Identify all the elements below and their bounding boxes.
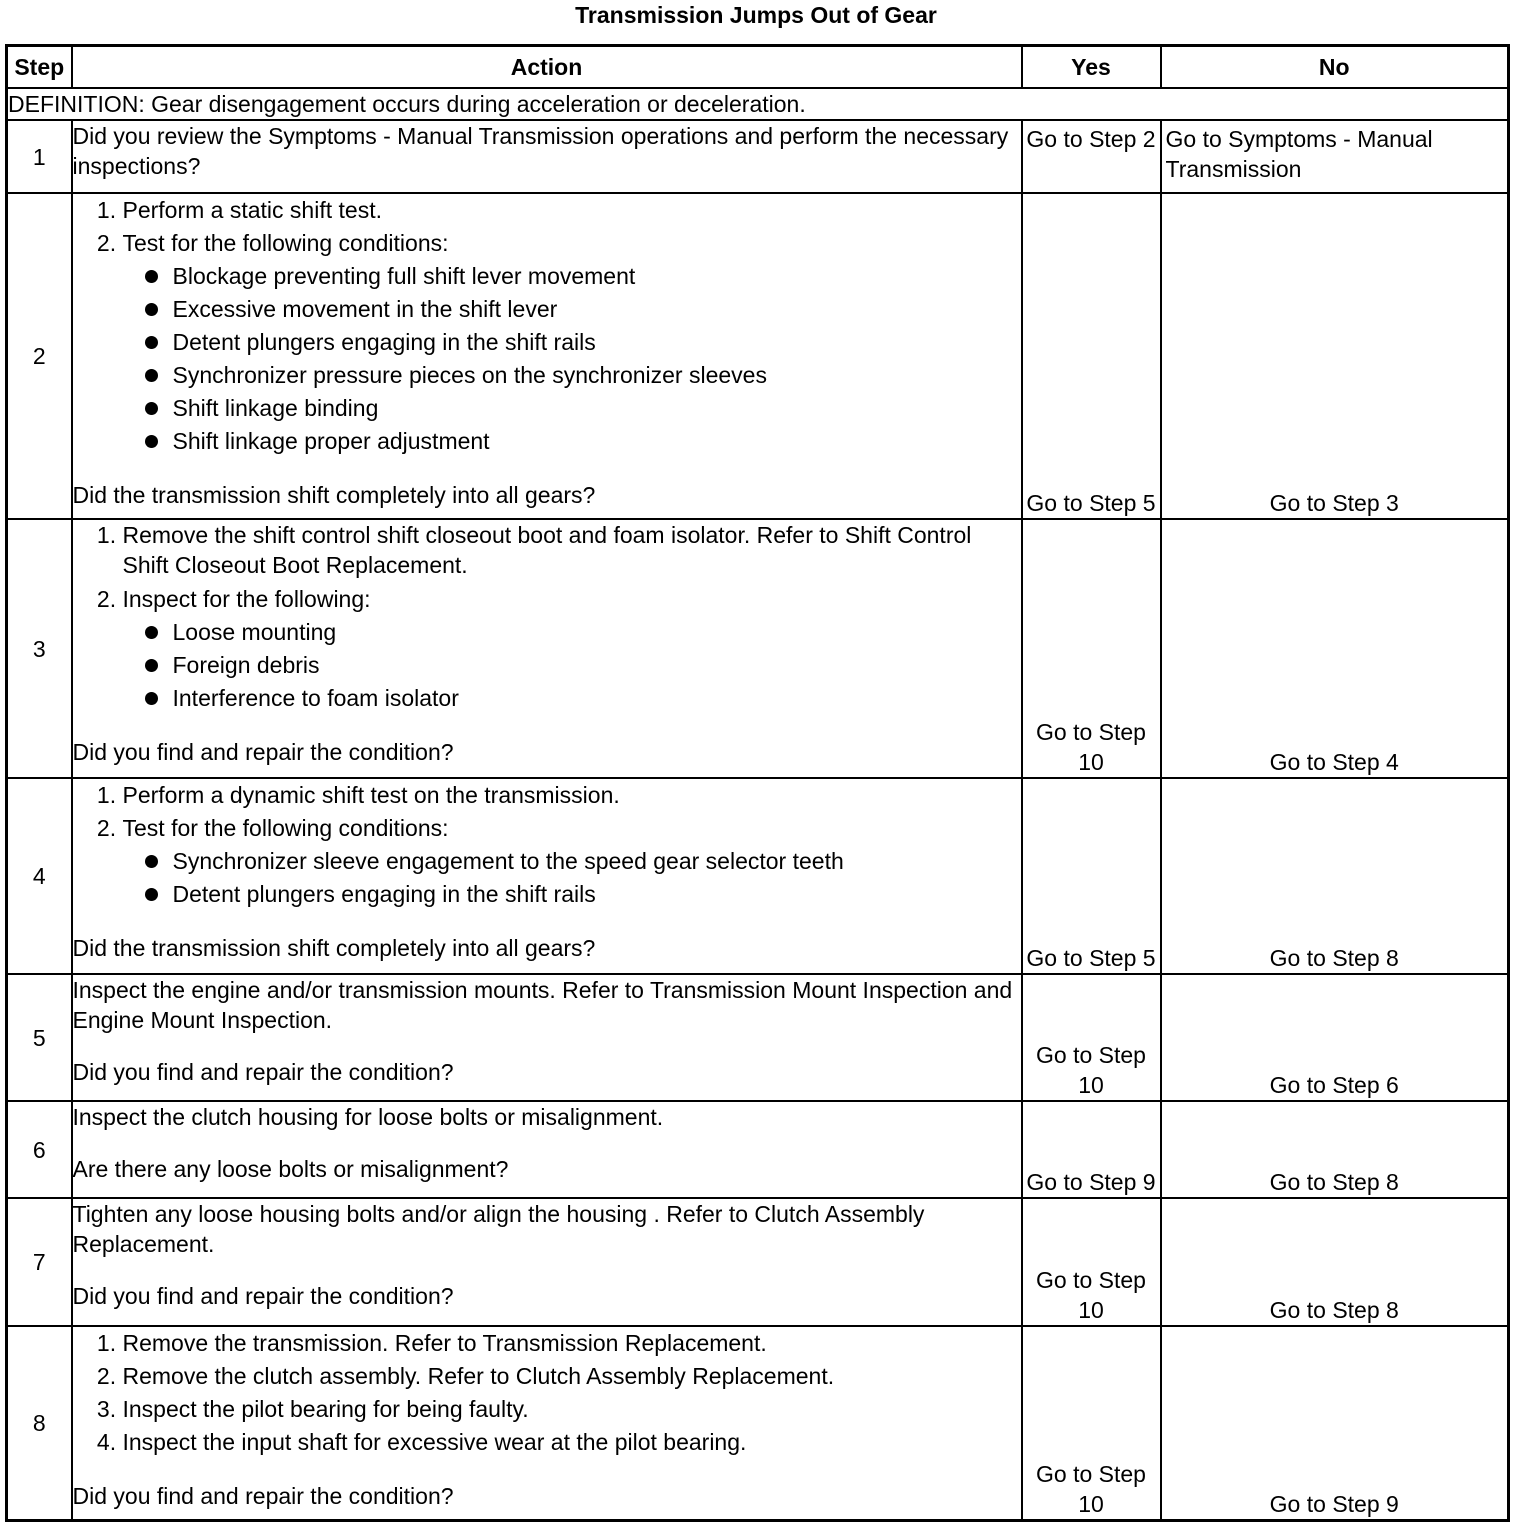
condition-item: Foreign debris	[173, 649, 1021, 682]
action-step-text: Test for the following conditions:	[122, 230, 449, 256]
action-steps	[73, 1327, 1021, 1459]
condition-item: Synchronizer pressure pieces on the synchronizer sleeves	[173, 359, 1021, 392]
action-question: Did you find and repair the condition?	[72, 1483, 454, 1509]
yes-cell: Go to Step 10	[1022, 1326, 1161, 1520]
no-cell: Go to Step 3	[1161, 193, 1509, 519]
yes-cell: Go to Step 2	[1022, 120, 1161, 193]
action-question: Did you find and repair the condition?	[72, 1059, 454, 1085]
action-text: Did you review the Symptoms - Manual Transmission operations and perform the necessary inspections?	[72, 123, 1009, 179]
action-step: 1. Perform a dynamic shift test on the transmission.	[123, 779, 1021, 812]
condition-list	[123, 616, 1021, 715]
action-step	[123, 583, 1021, 715]
action-cell	[72, 974, 1022, 1101]
yes-cell: Go to Step 5	[1022, 193, 1161, 519]
no-cell: Go to Step 8	[1161, 778, 1509, 974]
header-row	[7, 46, 1509, 89]
table-row	[7, 1198, 1509, 1326]
definition-row	[7, 88, 1509, 120]
header-no: No	[1161, 46, 1509, 89]
step-number: 3	[7, 519, 72, 778]
table-row	[7, 1326, 1509, 1520]
condition-item: Interference to foam isolator	[173, 682, 1021, 715]
yes-cell: Go to Step 10	[1022, 519, 1161, 778]
condition-item: Excessive movement in the shift lever	[173, 293, 1021, 326]
header-step: Step	[7, 46, 72, 89]
action-cell	[72, 519, 1022, 778]
action-cell	[72, 1326, 1022, 1520]
no-cell: Go to Step 9	[1161, 1326, 1509, 1520]
step-number: 6	[7, 1101, 72, 1198]
action-cell	[72, 1101, 1022, 1198]
action-cell	[72, 1198, 1022, 1326]
condition-item: Blockage preventing full shift lever movement	[173, 260, 1021, 293]
action-cell	[72, 193, 1022, 519]
action-question: Are there any loose bolts or misalignment?	[72, 1156, 509, 1182]
header-yes: Yes	[1022, 46, 1161, 89]
condition-item: Shift linkage binding	[173, 392, 1021, 425]
header-action: Action	[72, 46, 1022, 89]
step-number: 1	[7, 120, 72, 193]
action-step	[123, 227, 1021, 458]
table-row	[7, 1101, 1509, 1198]
table-row	[7, 120, 1509, 193]
action-text: Tighten any loose housing bolts and/or align the housing . Refer to Clutch Assembly Replacement.	[72, 1201, 925, 1257]
action-steps	[73, 194, 1021, 458]
page-title: Transmission Jumps Out of Gear	[575, 2, 937, 28]
condition-item: Detent plungers engaging in the shift rails	[173, 326, 1021, 359]
action-step-text: Test for the following conditions:	[122, 815, 449, 841]
action-step: 1. Remove the transmission. Refer to Transmission Replacement.	[123, 1327, 1021, 1360]
table-row	[7, 778, 1509, 974]
yes-cell: Go to Step 5	[1022, 778, 1161, 974]
action-text: Inspect the clutch housing for loose bolts or misalignment.	[72, 1104, 664, 1130]
yes-cell: Go to Step 10	[1022, 974, 1161, 1101]
action-cell	[72, 778, 1022, 974]
action-question: Did the transmission shift completely into all gears?	[72, 482, 596, 508]
action-step: 2. Remove the clutch assembly. Refer to Clutch Assembly Replacement.	[123, 1360, 1021, 1393]
condition-item: Loose mounting	[173, 616, 1021, 649]
definition: DEFINITION: Gear disengagement occurs during acceleration or deceleration.	[7, 88, 1509, 120]
no-cell: Go to Step 6	[1161, 974, 1509, 1101]
step-number: 7	[7, 1198, 72, 1326]
diagnostic-table	[5, 44, 1510, 1522]
condition-item: Detent plungers engaging in the shift rails	[173, 878, 1021, 911]
action-step: 1. Perform a static shift test.	[123, 194, 1021, 227]
step-number: 5	[7, 974, 72, 1101]
condition-list	[123, 845, 1021, 911]
action-step-text: Inspect for the following:	[122, 586, 371, 612]
action-step: 1. Remove the shift control shift closeout boot and foam isolator. Refer to Shift Control Shift Closeout Boot Replacement.	[123, 520, 1021, 580]
table-row	[7, 519, 1509, 778]
condition-item: Synchronizer sleeve engagement to the speed gear selector teeth	[173, 845, 1021, 878]
action-step	[123, 812, 1021, 911]
action-text: Inspect the engine and/or transmission mounts. Refer to Transmission Mount Inspection and Engine Mount Inspection.	[72, 977, 1013, 1033]
table-row	[7, 974, 1509, 1101]
action-step: 4. Inspect the input shaft for excessive wear at the pilot bearing.	[123, 1426, 1021, 1459]
action-steps	[73, 520, 1021, 715]
action-step: 3. Inspect the pilot bearing for being faulty.	[123, 1393, 1021, 1426]
no-cell: Go to Step 8	[1161, 1101, 1509, 1198]
condition-list	[123, 260, 1021, 458]
action-cell	[72, 120, 1022, 193]
condition-item: Shift linkage proper adjustment	[173, 425, 1021, 458]
step-number: 8	[7, 1326, 72, 1520]
step-number: 2	[7, 193, 72, 519]
no-cell: Go to Symptoms - Manual Transmission	[1161, 120, 1509, 193]
action-question: Did you find and repair the condition?	[72, 1283, 454, 1309]
step-number: 4	[7, 778, 72, 974]
no-cell: Go to Step 4	[1161, 519, 1509, 778]
action-steps	[73, 779, 1021, 911]
action-question: Did you find and repair the condition?	[72, 739, 454, 765]
no-cell: Go to Step 8	[1161, 1198, 1509, 1326]
action-question: Did the transmission shift completely into all gears?	[72, 935, 596, 961]
table-row	[7, 193, 1509, 519]
yes-cell: Go to Step 10	[1022, 1198, 1161, 1326]
yes-cell: Go to Step 9	[1022, 1101, 1161, 1198]
